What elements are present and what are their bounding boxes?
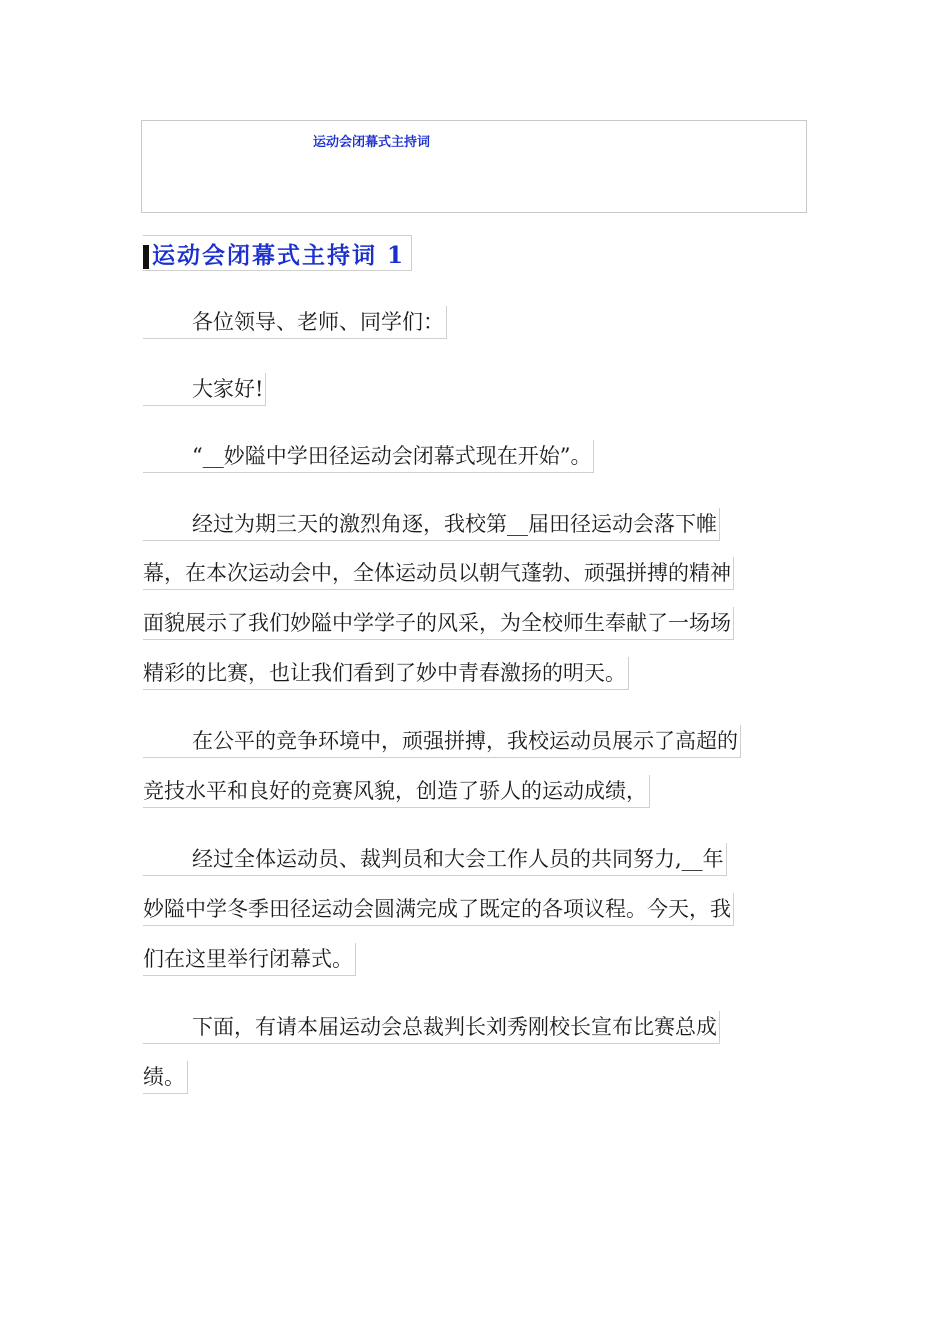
paragraph-line: 们在这里举行闭幕式。 — [143, 943, 356, 976]
paragraph-line: 经过为期三天的激烈角逐，我校第__届田径运动会落下帷 — [143, 508, 720, 541]
salutation-line: 大家好! — [143, 373, 266, 406]
paragraph-line: 在公平的竞争环境中，顽强拼搏，我校运动员展示了高超的 — [143, 725, 741, 758]
section-heading — [143, 235, 412, 271]
page-header-box — [141, 120, 807, 213]
paragraph-line: 妙隘中学冬季田径运动会圆满完成了既定的各项议程。今天，我 — [143, 893, 734, 926]
paragraph-line: 下面，有请本届运动会总裁判长刘秀刚校长宣布比赛总成 — [143, 1011, 720, 1044]
section-heading-text: 运动会闭幕式主持词 1 — [152, 241, 406, 269]
heading-marker — [143, 245, 149, 269]
paragraph-line: 精彩的比赛，也让我们看到了妙中青春激扬的明天。 — [143, 657, 629, 690]
paragraph-line: 面貌展示了我们妙隘中学学子的风采，为全校师生奉献了一场场 — [143, 607, 734, 640]
header-title: 运动会闭幕式主持词 — [313, 135, 431, 150]
paragraph-line: 幕，在本次运动会中，全体运动员以朝气蓬勃、顽强拼搏的精神 — [143, 557, 734, 590]
greeting-line: 各位领导、老师、同学们： — [143, 306, 447, 339]
paragraph-line: 竞技水平和良好的竞赛风貌，创造了骄人的运动成绩， — [143, 775, 650, 808]
paragraph-line: 经过全体运动员、裁判员和大会工作人员的共同努力,__年 — [143, 843, 727, 876]
paragraph-line: 绩。 — [143, 1061, 188, 1094]
opening-announcement: “__妙隘中学田径运动会闭幕式现在开始”。 — [143, 440, 594, 473]
